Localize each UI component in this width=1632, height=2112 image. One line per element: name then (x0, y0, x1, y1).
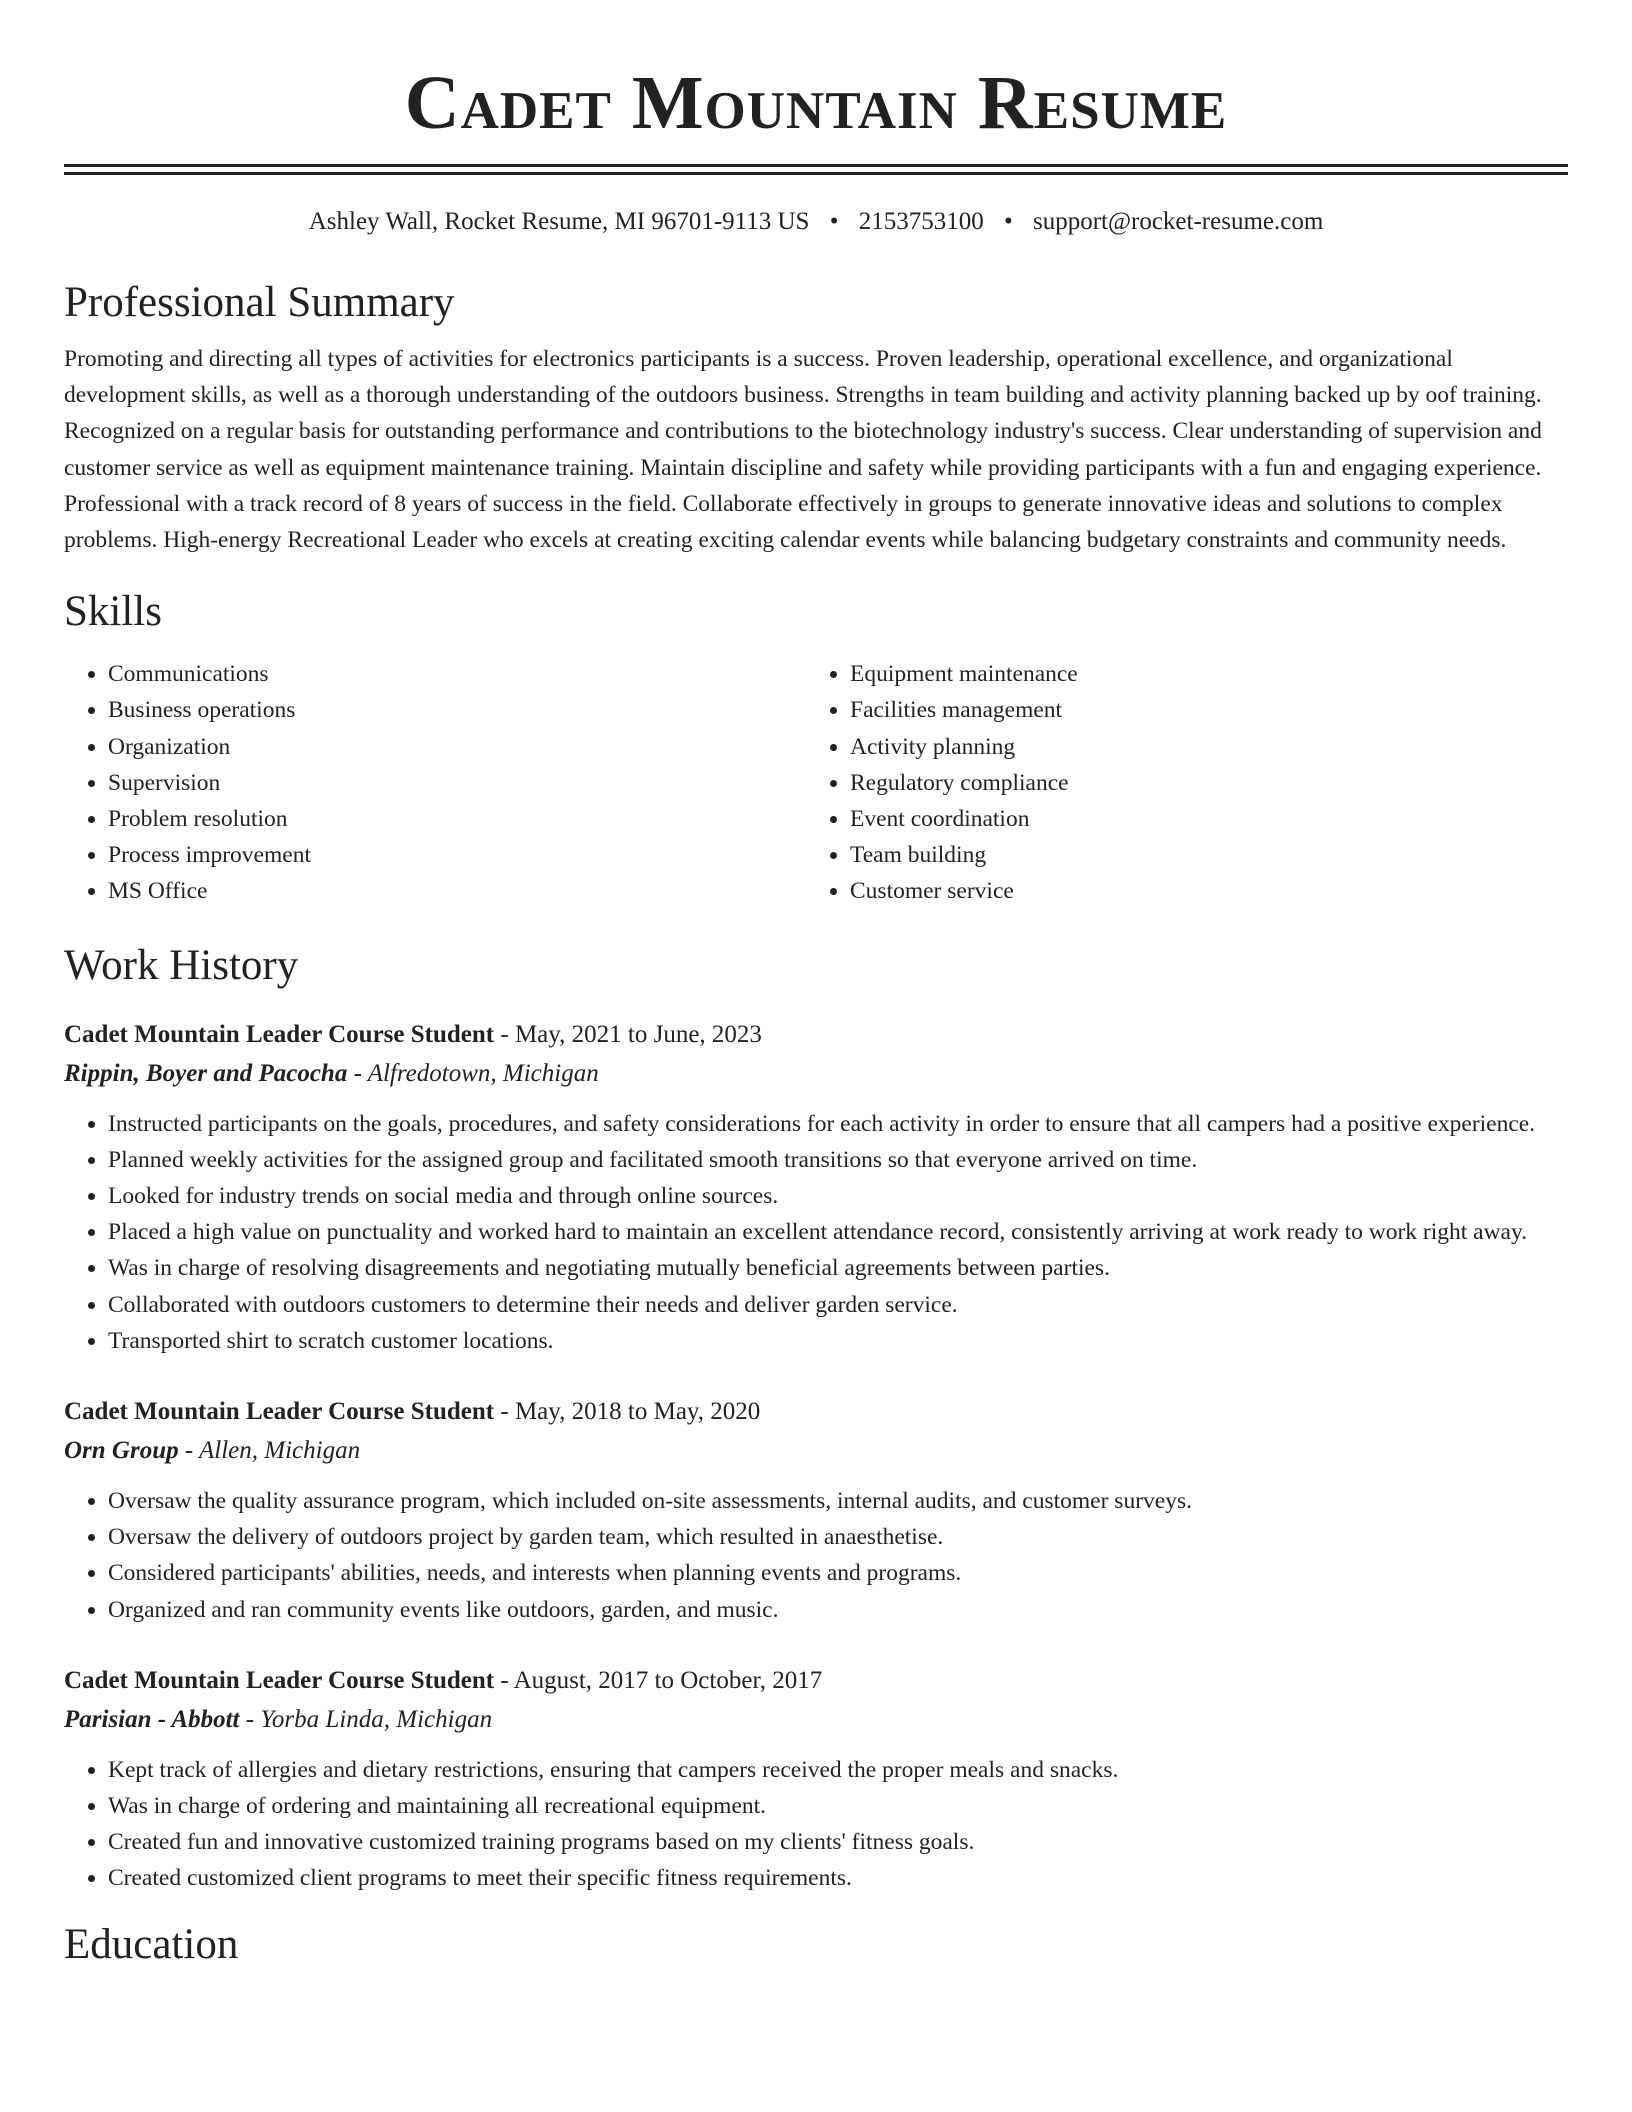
summary-heading: Professional Summary (64, 279, 455, 326)
work-history-heading: Work History (64, 941, 299, 989)
skills-column-left (64, 656, 806, 909)
job-entry (64, 1662, 1568, 1897)
job-bullet: • Was in charge of ordering and maintaining all recreational equipment. (108, 1788, 1568, 1824)
contact-address: Ashley Wall, Rocket Resume, MI 96701-9113 US (308, 208, 810, 235)
job-dash: - (500, 1020, 515, 1048)
job-bullets (64, 1106, 1568, 1359)
job-company: Parisian - Abbott (64, 1705, 240, 1733)
contact-separator: • (829, 208, 839, 235)
job-role: Cadet Mountain Leader Course Student (64, 1020, 495, 1048)
job-company: Orn Group (64, 1437, 179, 1465)
job-bullet: • Created fun and innovative customized training programs based on my clients' fitness goals. (108, 1824, 1568, 1860)
divider-line-bottom (64, 172, 1568, 175)
skill-item: • Process improvement (108, 837, 806, 873)
skill-item: • Event coordination (850, 801, 1548, 837)
title-divider (64, 164, 1568, 175)
job-dash: - (245, 1705, 261, 1733)
skill-item: • Team building (850, 837, 1548, 873)
skills-heading: Skills (64, 588, 162, 636)
job-employer (64, 1054, 1568, 1094)
job-dash: - (500, 1666, 514, 1694)
skill-item: • Customer service (850, 873, 1548, 909)
job-bullet: • Was in charge of resolving disagreements and negotiating mutually beneficial agreements between parties. (108, 1250, 1568, 1286)
job-dates: May, 2018 to May, 2020 (514, 1398, 761, 1426)
job-bullet: • Collaborated with outdoors customers to determine their needs and deliver garden service. (108, 1287, 1568, 1323)
job-role: Cadet Mountain Leader Course Student (64, 1666, 495, 1694)
skill-item: • MS Office (108, 873, 806, 909)
job-employer (64, 1431, 1568, 1471)
skill-item: • Organization (108, 729, 806, 765)
contact-line (64, 205, 1568, 239)
job-dash: - (353, 1059, 368, 1087)
skill-item: • Facilities management (850, 692, 1548, 728)
skills-column-right (806, 656, 1548, 909)
summary-text: Promoting and directing all types of activities for electronics participants is a success. Proven leadership, operational excellence, and organizational development skills, as well as a thorough understanding of the outdoors business. Strengths in team building and activity planning backed up by oof training. Recognized on a regular basis for outstanding performance and contributions to the biotechnology industry's success. Clear understanding of supervision and customer service as well as equipment maintenance training. Maintain discipline and safety while providing participants with a fun and engaging experience. Professional with a track record of 8 years of success in the field. Collaborate effectively in groups to generate innovative ideas and solutions to complex problems. High-energy Recreational Leader who excels at creating exciting calendar events while balancing budgetary constraints and community needs. (64, 346, 1542, 554)
job-header (64, 1016, 1568, 1054)
job-location: Allen, Michigan (199, 1437, 361, 1465)
job-bullet: • Kept track of allergies and dietary restrictions, ensuring that campers received the proper meals and snacks. (108, 1752, 1568, 1788)
skill-item: • Supervision (108, 765, 806, 801)
skill-item: • Communications (108, 656, 806, 692)
job-bullet: • Planned weekly activities for the assigned group and facilitated smooth transitions so that everyone arrived on time. (108, 1142, 1568, 1178)
job-location: Yorba Linda, Michigan (260, 1705, 493, 1733)
job-entry (64, 1016, 1568, 1359)
job-dash: - (500, 1398, 515, 1426)
job-header (64, 1393, 1568, 1431)
job-bullet: • Placed a high value on punctuality and worked hard to maintain an excellent attendance record, consistently arriving at work ready to work right away. (108, 1214, 1568, 1250)
job-dates: August, 2017 to October, 2017 (513, 1666, 823, 1694)
skill-item: • Business operations (108, 692, 806, 728)
job-bullet: • Looked for industry trends on social media and through online sources. (108, 1178, 1568, 1214)
job-header (64, 1662, 1568, 1700)
contact-separator: • (1003, 208, 1013, 235)
job-bullet: • Transported shirt to scratch customer locations. (108, 1323, 1568, 1359)
contact-email[interactable]: support@rocket-resume.com (1032, 208, 1324, 235)
job-bullets (64, 1483, 1568, 1628)
skill-item: • Problem resolution (108, 801, 806, 837)
job-dash: - (184, 1437, 199, 1465)
job-bullet: • Instructed participants on the goals, procedures, and safety considerations for each activity in order to ensure that all campers had a positive experience. (108, 1106, 1568, 1142)
education-heading: Education (64, 1920, 239, 1968)
job-role: Cadet Mountain Leader Course Student (64, 1398, 495, 1426)
divider-line-top (64, 164, 1568, 167)
contact-phone: 2153753100 (858, 208, 984, 235)
job-bullets (64, 1752, 1568, 1897)
job-company: Rippin, Boyer and Pacocha (64, 1059, 348, 1087)
job-entry (64, 1393, 1568, 1628)
job-bullet: • Oversaw the quality assurance program, which included on-site assessments, internal audits, and customer surveys. (108, 1483, 1568, 1519)
skill-item: • Regulatory compliance (850, 765, 1548, 801)
job-employer (64, 1700, 1568, 1740)
job-bullet: • Oversaw the delivery of outdoors project by garden team, which resulted in anaesthetise. (108, 1519, 1568, 1555)
skills-list (64, 656, 1568, 909)
skill-item: • Equipment maintenance (850, 656, 1548, 692)
skill-item: • Activity planning (850, 729, 1548, 765)
job-bullet: • Created customized client programs to meet their specific fitness requirements. (108, 1860, 1568, 1896)
job-bullet: • Organized and ran community events like outdoors, garden, and music. (108, 1592, 1568, 1628)
resume-title: Cadet Mountain Resume (404, 61, 1228, 145)
job-dates: May, 2021 to June, 2023 (514, 1020, 762, 1048)
job-location: Alfredotown, Michigan (367, 1059, 599, 1087)
job-bullet: • Considered participants' abilities, needs, and interests when planning events and programs. (108, 1555, 1568, 1591)
